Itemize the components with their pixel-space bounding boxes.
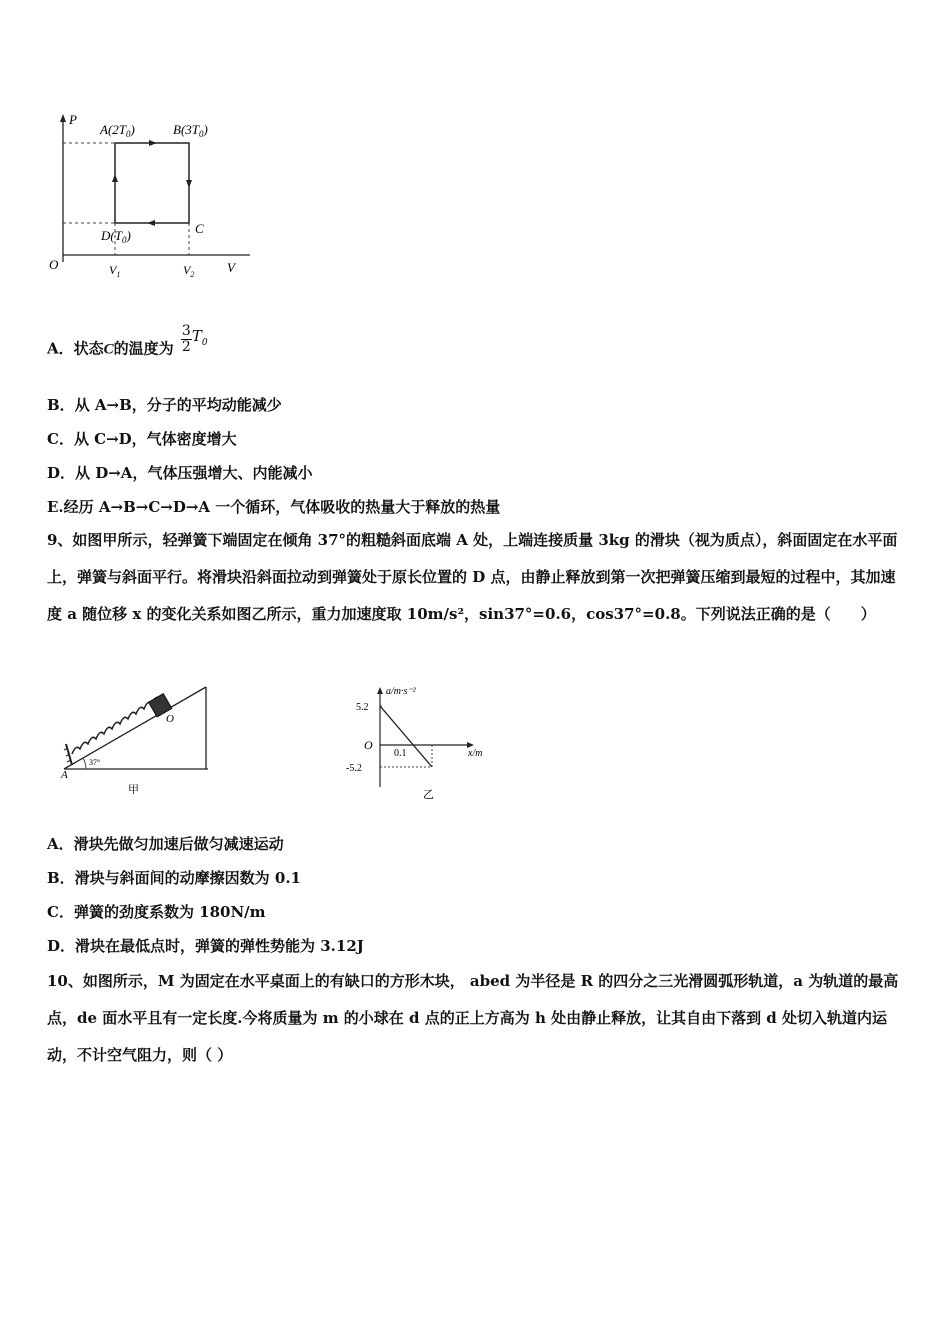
v1-label: $V_1$ <box>109 263 121 279</box>
q8-option-a: A．状态C的温度为 $\frac{3}{2}$ $T_0$ <box>47 323 208 358</box>
q8-option-a-var: C <box>103 341 114 358</box>
q9-option-d: D．滑块在最低点时，弹簧的弹性势能为 3.12J <box>47 937 364 955</box>
point-a-label: A <box>61 769 68 781</box>
pv-diagram <box>45 112 260 287</box>
y-axis-label: a/m·s⁻² <box>386 686 416 697</box>
point-o-label: O <box>166 713 174 725</box>
q9-option-b: B．滑块与斜面间的动摩擦因数为 0.1 <box>47 869 301 887</box>
y-top-tick: 5.2 <box>356 702 369 713</box>
a-axis-arrow <box>377 687 383 694</box>
incline-spring-diagram <box>58 684 218 804</box>
state-b-label: $B(3T_0)$ <box>173 122 208 139</box>
q9-option-c: C．弹簧的劲度系数为 180N/m <box>47 903 266 921</box>
state-a-label: $A(2T_0)$ <box>100 122 135 139</box>
angle-label: 37° <box>89 758 101 767</box>
caption-jia: 甲 <box>128 784 139 796</box>
state-c-label: C <box>195 221 204 236</box>
p-label: P <box>69 112 77 127</box>
q8-option-d: D．从 D→A，气体压强增大、内能减小 <box>47 464 313 482</box>
q8-option-a-prefix: A．状态 <box>47 339 104 358</box>
q9-option-a: A．滑块先做匀加速后做匀减速运动 <box>47 835 284 853</box>
origin-label: O <box>364 738 373 752</box>
q9-stem: 9、如图甲所示，轻弹簧下端固定在倾角 37°的粗糙斜面底端 A 处，上端连接质量 3kg 的滑块（视为质点），斜面固定在水平面上，弹簧与斜面平行。将滑块沿斜面拉动到弹簧处于原长位置的 D 点，由静止释放到第一次把弹簧压缩到最短的过程中，其加速度 a 随位移 x 的变化关系如图乙所示，重力加速度取 10m/s²，sin37°=0.6，cos37°=0.8。下列说法正确的是（ ） <box>47 531 898 623</box>
v2-label: $V_2$ <box>183 263 195 279</box>
v-label: V <box>227 260 235 275</box>
q10-stem: 10、如图所示，M 为固定在水平桌面上的有缺口的方形木块， abed 为半径是 R 的四分之三光滑圆弧形轨道，a 为轨道的最高点，de 面水平且有一定长度.今将质量为 m 的小球在 d 点的正上方高为 h 处由静止释放，让其自由下落到 d 处切入轨道内运动，不计空气阻力，则（ ） <box>47 972 899 1064</box>
fraction-three-halves: $\frac{3}{2}$ <box>181 323 191 355</box>
x-axis-label: x/m <box>468 748 483 759</box>
y-bottom-tick: -5.2 <box>346 763 362 774</box>
q8-option-c: C．从 C→D，气体密度增大 <box>47 430 237 448</box>
spring <box>72 697 160 754</box>
incline-surface <box>64 687 206 769</box>
arrow-cd <box>147 220 155 226</box>
state-d-label: $D(T_0)$ <box>101 228 131 245</box>
q8-option-e: E.经历 A→B→C→D→A 一个循环，气体吸收的热量大于释放的热量 <box>47 498 501 516</box>
p-axis-arrow <box>60 114 66 122</box>
x-tick: 0.1 <box>394 748 407 759</box>
arrow-ab <box>149 140 157 146</box>
cycle-path <box>115 143 189 223</box>
arrow-da <box>112 174 118 182</box>
q8-option-b: B．从 A→B，分子的平均动能减少 <box>47 396 282 414</box>
origin-label: O <box>49 257 59 272</box>
q8-option-a-mid: 的温度为 <box>113 339 174 358</box>
acceleration-displacement-graph <box>340 682 500 804</box>
angle-arc <box>83 758 86 769</box>
arrow-bc <box>186 180 192 188</box>
caption-yi: 乙 <box>423 789 434 801</box>
